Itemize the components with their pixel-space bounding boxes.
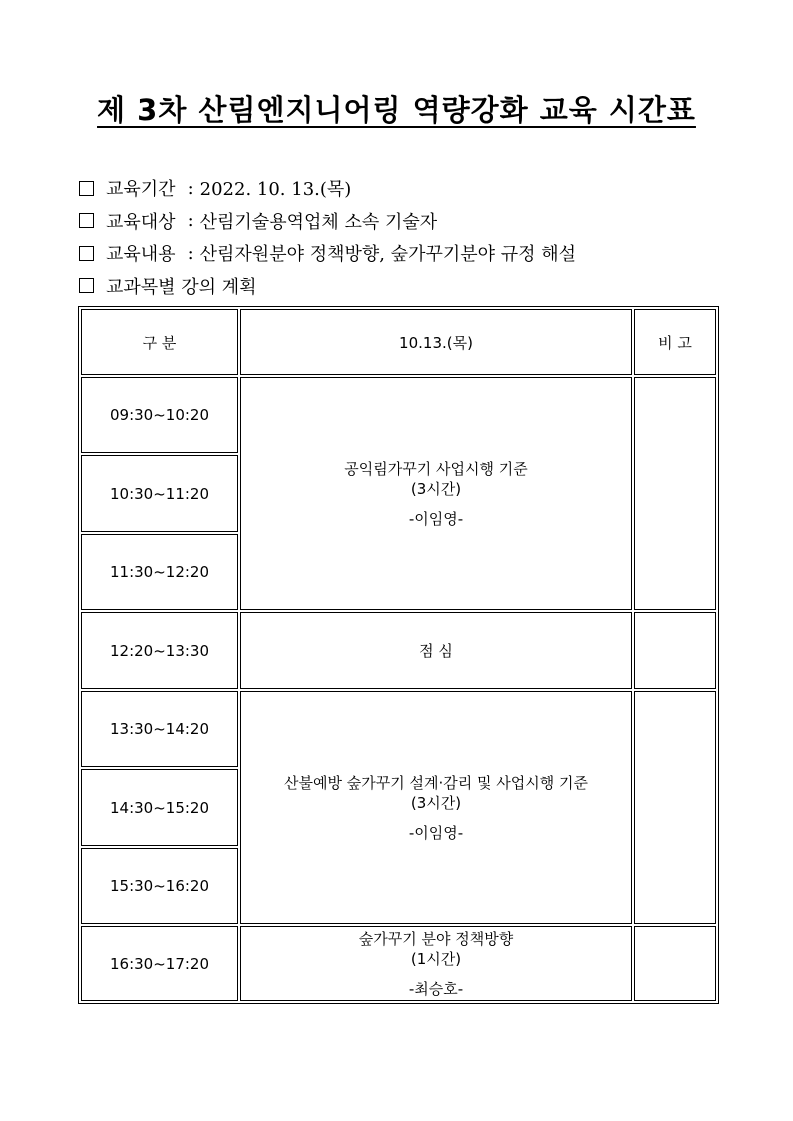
info-target: 교육대상 : 산림기술용역업체 소속 기술자 (79, 205, 719, 238)
lecture-hours: (3시간) (410, 793, 462, 812)
info-content-value: 산림자원분야 정책방향, 숲가꾸기분야 규정 해설 (199, 244, 577, 266)
lecture-title: 숲가꾸기 분야 정책방향 (358, 929, 514, 948)
time-cell: 13:30~14:20 (81, 691, 238, 767)
header-date: 10.13.(목) (240, 309, 632, 375)
time-cell: 09:30~10:20 (81, 377, 238, 453)
checkbox-icon (79, 278, 94, 293)
time-cell: 10:30~11:20 (81, 455, 238, 532)
note-cell (634, 691, 716, 924)
time-cell: 15:30~16:20 (81, 848, 238, 924)
info-period: 교육기간 : 2022. 10. 13.(목) (79, 172, 719, 205)
time-cell: 12:20~13:30 (81, 612, 238, 689)
lecture-cell (240, 691, 632, 924)
checkbox-icon (79, 246, 94, 261)
info-list (79, 172, 719, 302)
schedule-table (78, 306, 719, 1004)
checkbox-icon (79, 181, 94, 196)
info-plan-label: 교과목별 강의 계획 (106, 276, 257, 298)
page-title: 제 3차 산림엔지니어링 역량강화 교육 시간표 (97, 93, 696, 127)
note-cell (634, 612, 716, 689)
header-division: 구 분 (81, 309, 238, 375)
lecture-title: 산불예방 숲가꾸기 설계·감리 및 사업시행 기준 (284, 773, 588, 792)
lecture-instructor: -최승호- (408, 979, 464, 998)
time-cell: 16:30~17:20 (81, 926, 238, 1001)
time-cell: 11:30~12:20 (81, 534, 238, 610)
info-plan (79, 270, 719, 303)
lecture-instructor: -이임영- (408, 509, 464, 528)
lecture-instructor: -이임영- (408, 823, 464, 842)
note-cell (634, 377, 716, 610)
info-content: 교육내용 : 산림자원분야 정책방향, 숲가꾸기분야 규정 해설 (79, 237, 719, 270)
note-cell (634, 926, 716, 1001)
lecture-title: 공익림가꾸기 사업시행 기준 (344, 459, 528, 478)
header-note: 비 고 (634, 309, 716, 375)
lecture-hours: (3시간) (410, 479, 462, 498)
lecture-cell (240, 926, 632, 1001)
time-cell: 14:30~15:20 (81, 769, 238, 846)
lecture-cell (240, 377, 632, 610)
lunch-cell: 점 심 (240, 612, 632, 689)
checkbox-icon (79, 213, 94, 228)
lecture-hours: (1시간) (410, 949, 462, 968)
info-target-value: 산림기술용역업체 소속 기술자 (199, 211, 438, 233)
info-period-value: 2022. 10. 13.(목) (199, 179, 352, 201)
